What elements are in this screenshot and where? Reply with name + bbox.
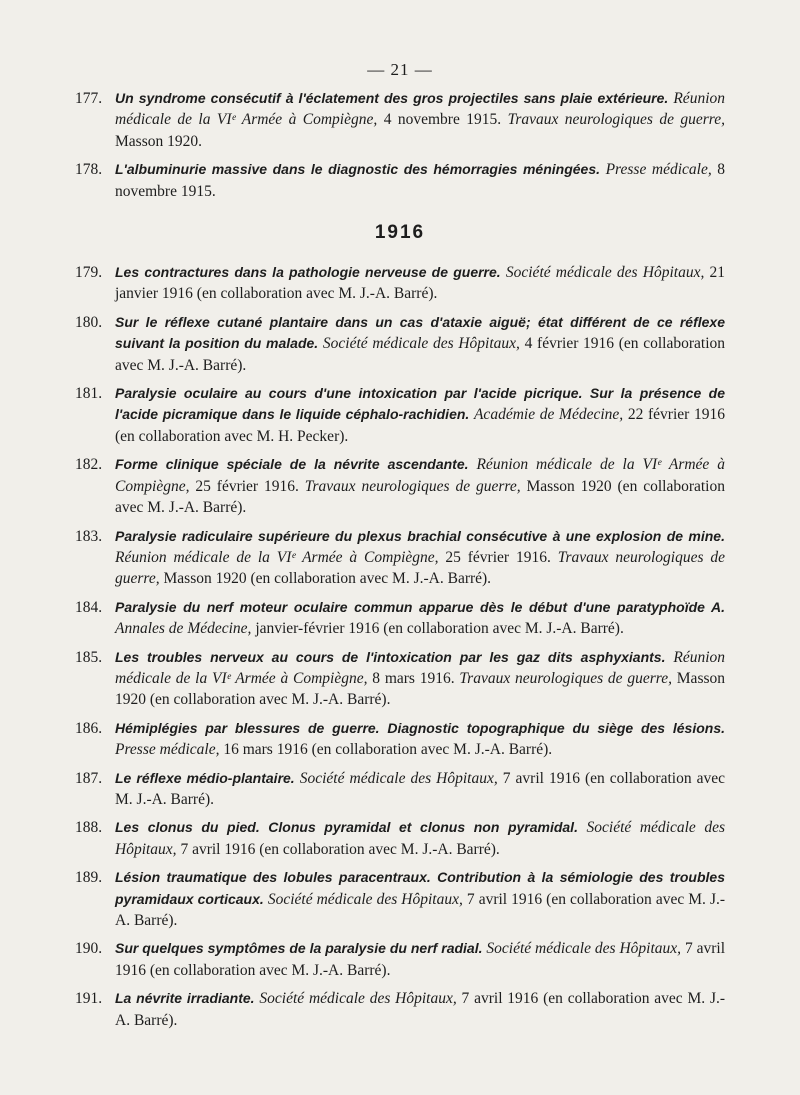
entry-number: 185. [75, 648, 103, 666]
entry-title: Sur le réflexe cutané plantaire dans un cas d'ataxie aiguë; état différent de ce réflexe suivant la position du malade. [115, 313, 725, 352]
entry-details: 22 février 1916 (en collaboration avec M. H. Pecker). [115, 406, 725, 445]
bibliography-entry [75, 159, 725, 202]
entry-number: 191. [75, 990, 103, 1008]
entry-number: 180. [75, 313, 103, 331]
bibliography-entry [75, 867, 725, 931]
entry-venue: Réunion médicale de la VIᵉ Armée à Compiègne, [115, 90, 725, 129]
entry-title: Lésion traumatique des lobules paracentraux. Contribution à la sémiologie des troubles pyramidaux corticaux. [115, 869, 725, 907]
entry-venue-secondary: Travaux neurologiques de guerre, [507, 111, 725, 129]
entry-number: 184. [75, 598, 103, 616]
entry-title: Hémiplégies par blessures de guerre. Diagnostic topographique du siège des lésions. [115, 719, 725, 736]
bibliography-entry [75, 88, 725, 152]
entry-title: Les contractures dans la pathologie nerveuse de guerre. [115, 264, 501, 281]
entry-title: Forme clinique spéciale de la névrite ascendante. [115, 456, 469, 473]
bibliography-entry [75, 262, 725, 305]
bibliography-entry [75, 647, 725, 711]
bibliography-entry [75, 526, 725, 590]
entry-details: 25 février 1916. [438, 548, 558, 566]
entry-number: 189. [75, 869, 103, 887]
entry-number: 181. [75, 385, 103, 403]
bibliography-entry [75, 312, 725, 376]
entry-number: 187. [75, 769, 103, 787]
entry-details: 7 avril 1916 (en collaboration avec M. J.-A. Barré). [115, 940, 725, 979]
bibliography-entry [75, 383, 725, 447]
entry-venue-secondary: Travaux neurologiques de guerre, [304, 477, 521, 495]
entry-venue: Société médicale des Hôpitaux, [259, 990, 457, 1008]
entry-venue: Société médicale des Hôpitaux, [267, 890, 463, 908]
entry-venue: Société médicale des Hôpitaux, [299, 769, 498, 787]
entry-venue: Académie de Médecine, [473, 406, 624, 424]
entry-details-secondary: Masson 1920 (en collaboration avec M. J.-A. Barré). [115, 669, 726, 709]
entry-title: Paralysie radiculaire supérieure du plexus brachial consécutive à une explosion de mine. [115, 527, 725, 544]
entry-title: Paralysie du nerf moteur oculaire commun apparue dès le début d'une paratyphoïde A. [115, 598, 725, 615]
entry-details: 8 novembre 1915. [115, 161, 726, 200]
entry-number: 186. [75, 719, 103, 737]
entry-details-secondary: Masson 1920 (en collaboration avec M. J.-A. Barré). [159, 570, 492, 588]
entry-title: Les troubles nerveux au cours de l'intoxication par les gaz dits asphyxiants. [115, 648, 666, 665]
entry-details: 7 avril 1916 (en collaboration avec M. J.-A. Barré). [176, 840, 500, 858]
entry-venue: Réunion médicale de la VIᵉ Armée à Compiègne, [115, 548, 439, 566]
entry-details-secondary: Masson 1920. [115, 132, 202, 150]
entry-venue: Annales de Médecine, [115, 620, 252, 638]
entry-venue-secondary: Travaux neurologiques de guerre, [115, 548, 726, 588]
entry-details: 21 janvier 1916 (en collaboration avec M. J.-A. Barré). [115, 264, 726, 303]
entry-venue: Société médicale des Hôpitaux, [322, 335, 520, 353]
entry-number: 190. [75, 940, 103, 958]
entry-title: La névrite irradiante. [115, 990, 255, 1007]
page-number: — 21 — [367, 60, 433, 79]
bibliography-entry [75, 988, 725, 1031]
bibliography-entry [75, 454, 725, 518]
entry-title: Les clonus du pied. Clonus pyramidal et clonus non pyramidal. [115, 819, 578, 836]
entry-number: 179. [75, 264, 103, 282]
entry-number: 182. [75, 456, 103, 474]
entry-title: Un syndrome consécutif à l'éclatement des gros projectiles sans plaie extérieure. [115, 90, 669, 106]
entry-venue-secondary: Travaux neurologiques de guerre, [459, 669, 672, 687]
bibliography-list [75, 88, 725, 1038]
entry-venue: Société médicale des Hôpitaux, [486, 940, 682, 958]
entry-details: 8 mars 1916. [367, 669, 460, 687]
entry-number: 183. [75, 527, 103, 545]
entry-details: janvier-février 1916 (en collaboration avec M. J.-A. Barré). [251, 620, 624, 638]
entry-venue: Société médicale des Hôpitaux, [115, 819, 725, 858]
entry-number: 177. [75, 90, 103, 107]
bibliography-entry [75, 938, 725, 981]
entry-venue: Presse médicale, [605, 161, 712, 179]
entry-details-secondary: Masson 1920 (en collaboration avec M. J.-A. Barré). [115, 477, 725, 517]
entries-1915 [75, 88, 725, 202]
entry-details: 4 novembre 1915. [377, 111, 508, 129]
entry-title: Sur quelques symptômes de la paralysie du nerf radial. [115, 940, 483, 957]
entry-details: 7 avril 1916 (en collaboration avec M. J.-A. Barré). [115, 769, 725, 808]
entry-details: 7 avril 1916 (en collaboration avec M. J.-A. Barré). [115, 990, 726, 1029]
entry-title: L'albuminurie massive dans le diagnostic des hémorragies méningées. [115, 161, 601, 178]
entry-details: 16 mars 1916 (en collaboration avec M. J.-A. Barré). [219, 741, 553, 759]
entry-details: 25 février 1916. [189, 477, 305, 495]
entry-number: 188. [75, 819, 103, 837]
entry-venue: Réunion médicale de la VIᵉ Armée à Compiègne, [115, 648, 726, 687]
entry-venue: Presse médicale, [115, 741, 220, 759]
bibliography-entry [75, 768, 725, 811]
year-heading: 1916 [374, 222, 426, 244]
entry-number: 178. [75, 161, 103, 179]
entry-venue: Réunion médicale de la VIᵉ Armée à Compiègne, [115, 456, 726, 495]
entries-1916 [75, 262, 725, 1031]
entry-title: Le réflexe médio-plantaire. [115, 769, 295, 786]
entry-title: Paralysie oculaire au cours d'une intoxication par l'acide picrique. Sur la présence de l'acide picramique dans le liquide céphalo-rachidien. [115, 385, 725, 423]
bibliography-entry [75, 597, 725, 640]
entry-details: 4 février 1916 (en collaboration avec M. J.-A. Barré). [115, 335, 726, 374]
entry-venue: Société médicale des Hôpitaux, [505, 264, 705, 282]
bibliography-entry [75, 817, 725, 860]
bibliography-entry [75, 718, 725, 761]
entry-details: 7 avril 1916 (en collaboration avec M. J.-A. Barré). [115, 890, 726, 929]
